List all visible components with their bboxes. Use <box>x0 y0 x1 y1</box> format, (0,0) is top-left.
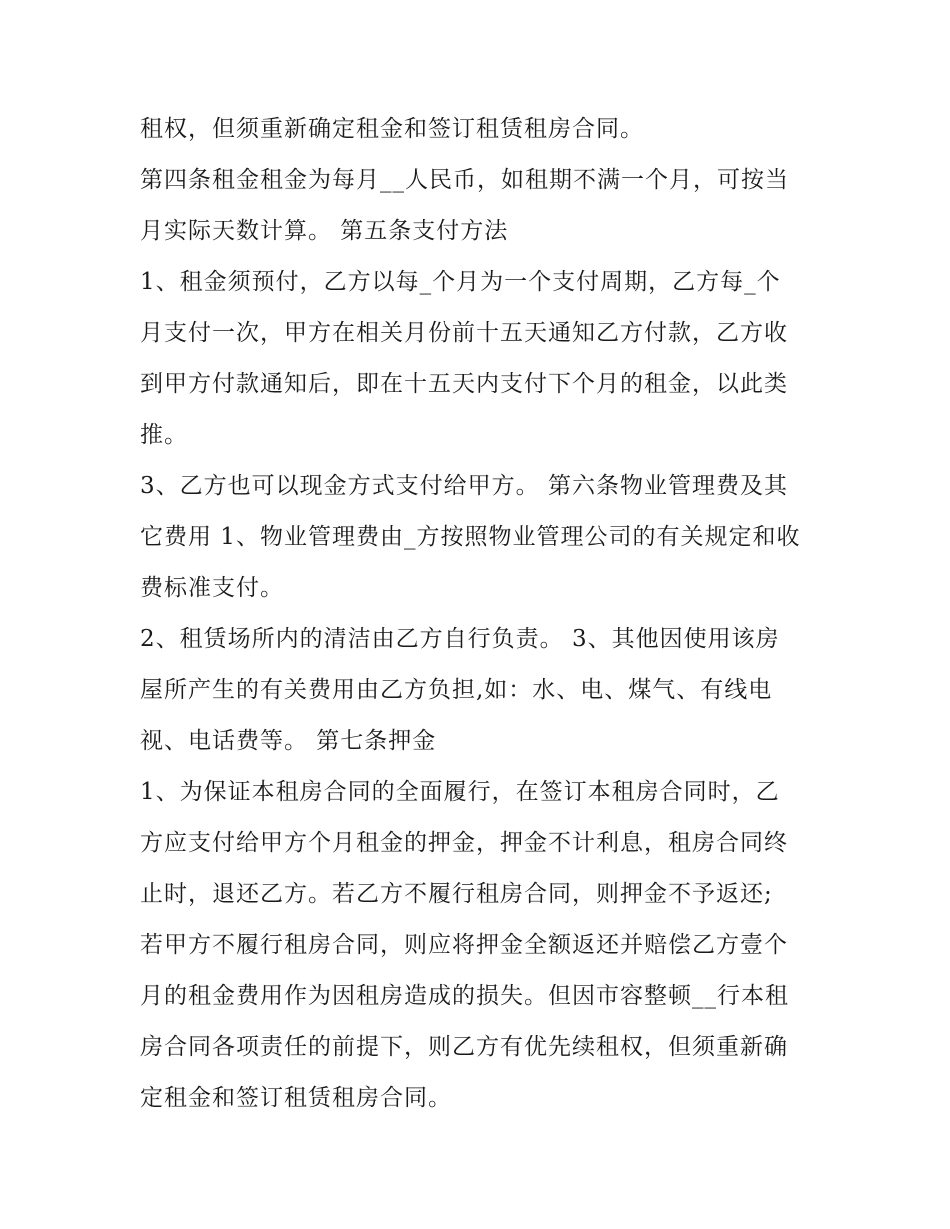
text-line: 它费用 1、物业管理费由_方按照物业管理公司的有关规定和收 <box>140 524 801 550</box>
paragraph <box>140 257 820 461</box>
text-line: 租权，但须重新确定租金和签订租赁租房合同。 <box>140 116 644 142</box>
text-line: 3、乙方也可以现金方式支付给甲方。 第六条物业管理费及其 <box>140 473 788 499</box>
text-line: 推。 <box>140 422 188 448</box>
paragraph <box>140 767 820 1124</box>
text-line: 1、租金须预付，乙方以每_个月为一个支付周期，乙方每_个 <box>140 269 781 295</box>
text-line: 月支付一次，甲方在相关月份前十五天通知乙方付款，乙方收 <box>140 320 788 346</box>
text-line: 视、电话费等。 第七条押金 <box>140 728 437 754</box>
text-line: 房合同各项责任的前提下，则乙方有优先续租权，但须重新确 <box>140 1034 788 1060</box>
text-line: 1、为保证本租房合同的全面履行，在签订本租房合同时，乙 <box>140 779 780 805</box>
text-line: 定租金和签订租赁租房合同。 <box>140 1085 452 1111</box>
paragraph <box>140 104 820 155</box>
paragraph <box>140 155 820 257</box>
text-line: 止时，退还乙方。若乙方不履行租房合同，则押金不予返还; <box>140 881 773 907</box>
document-body <box>140 104 820 1124</box>
text-line: 2、租赁场所内的清洁由乙方自行负责。 3、其他因使用该房 <box>140 626 780 652</box>
text-line: 方应支付给甲方个月租金的押金，押金不计利息，租房合同终 <box>140 830 788 856</box>
text-line: 费标准支付。 <box>140 575 284 601</box>
paragraph <box>140 614 820 767</box>
text-line: 月实际天数计算。 第五条支付方法 <box>140 218 509 244</box>
text-line: 到甲方付款通知后，即在十五天内支付下个月的租金，以此类 <box>140 371 788 397</box>
text-line: 若甲方不履行租房合同，则应将押金全额返还并赔偿乙方壹个 <box>140 932 788 958</box>
text-line: 第四条租金租金为每月__人民币，如租期不满一个月，可按当 <box>140 167 789 193</box>
text-line: 月的租金费用作为因租房造成的损失。但因市容整顿__行本租 <box>140 983 789 1009</box>
paragraph <box>140 461 820 614</box>
text-line: 屋所产生的有关费用由乙方负担,如：水、电、煤气、有线电 <box>140 677 773 703</box>
